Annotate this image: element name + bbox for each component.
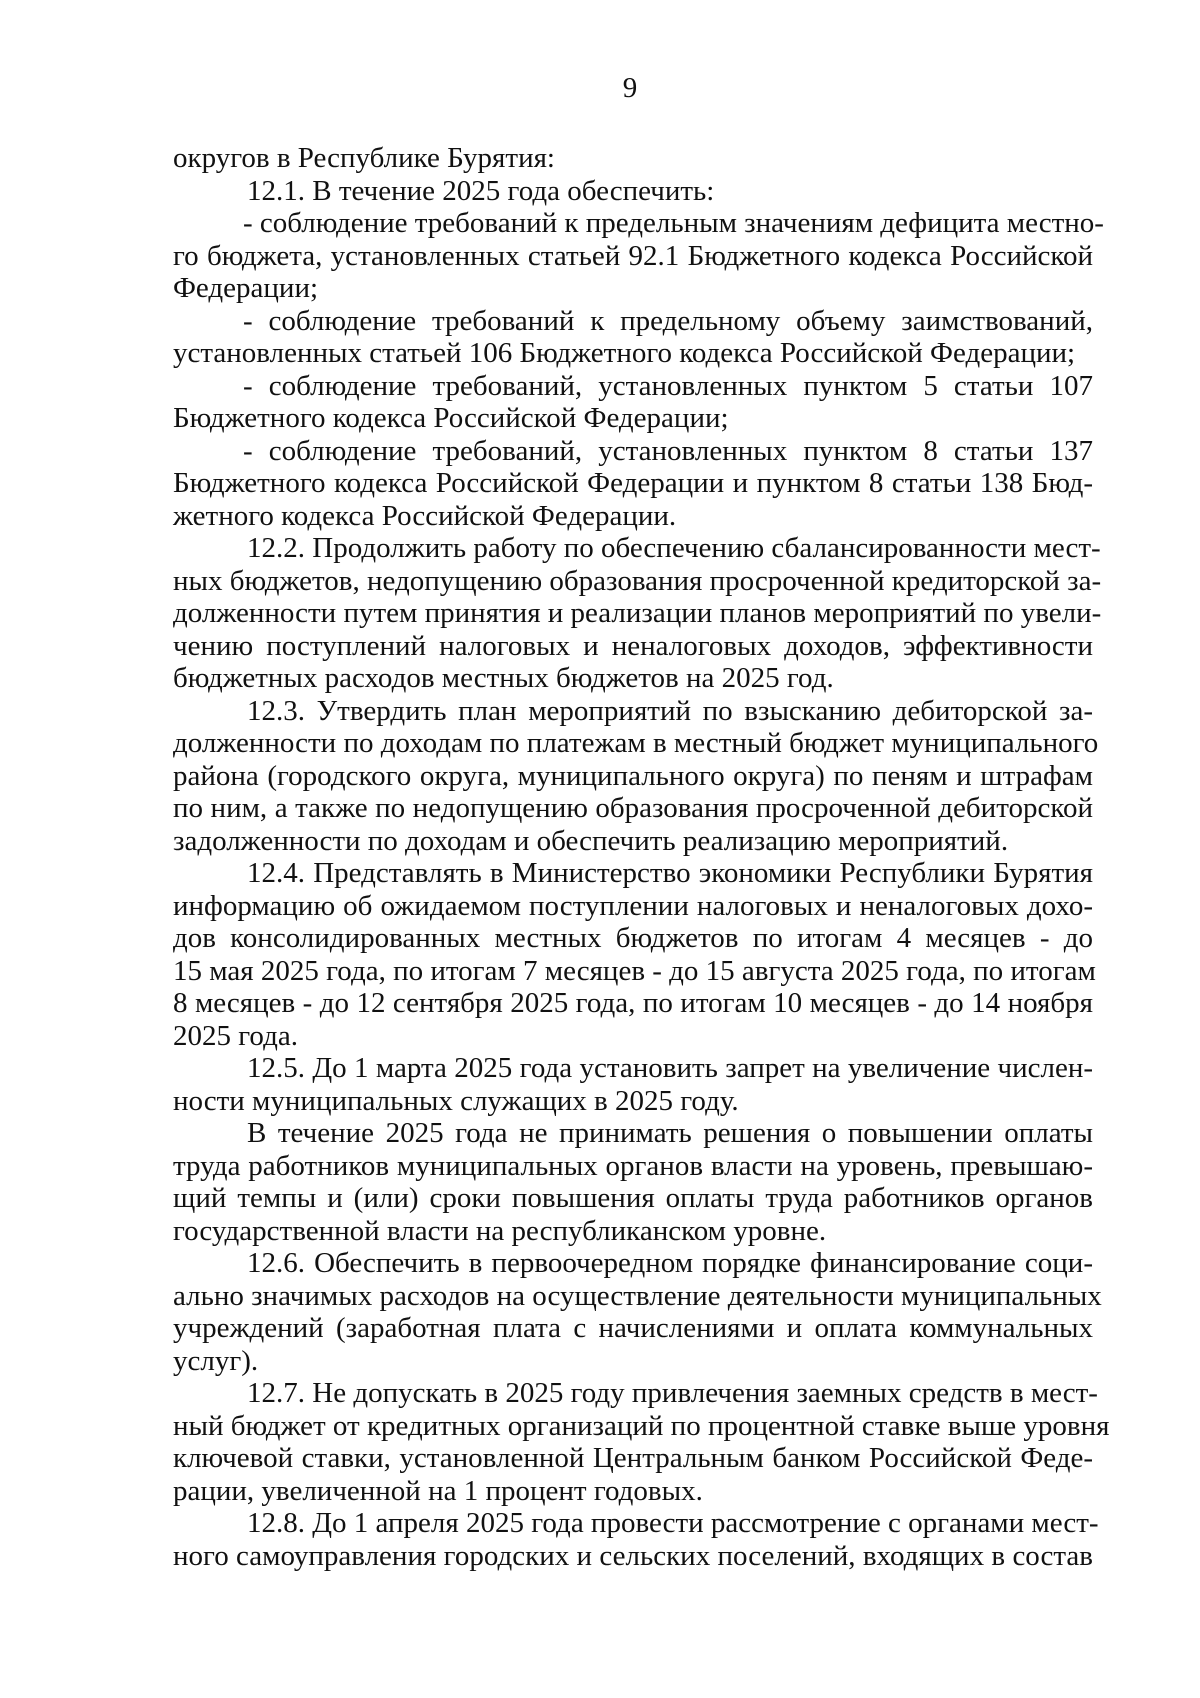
- text-line: по ним, а также по недопущению образования просроченной дебиторской: [173, 792, 1093, 824]
- text-line: В течение 2025 года не принимать решения о повышении оплаты: [247, 1117, 1093, 1149]
- text-line: Бюджетного кодекса Российской Федерации и пунктом 8 статьи 138 Бюд-: [173, 467, 1093, 499]
- text-line: 8 месяцев - до 12 сентября 2025 года, по итогам 10 месяцев - до 14 ноября: [173, 987, 1093, 1019]
- text-line: ный бюджет от кредитных организаций по процентной ставке выше уровня: [173, 1409, 1110, 1442]
- text-line: государственной власти на республиканском уровне.: [173, 1214, 827, 1247]
- text-line: щий темпы и (или) сроки повышения оплаты труда работников органов: [173, 1182, 1093, 1214]
- text-line: - соблюдение требований, установленных пунктом 8 статьи 137: [243, 434, 1093, 467]
- text-line: долженности по доходам по платежам в местный бюджет муниципального: [173, 727, 1099, 759]
- text-line: ключевой ставки, установленной Центральным банком Российской Феде-: [173, 1442, 1093, 1474]
- text-line: 12.6. Обеспечить в первоочередном порядке финансирование соци-: [247, 1247, 1093, 1279]
- text-line: Бюджетного кодекса Российской Федерации;: [173, 402, 729, 434]
- text-line: рации, увеличенной на 1 процент годовых.: [173, 1474, 703, 1507]
- text-line: - соблюдение требований к предельным значениям дефицита местно-: [243, 207, 1104, 239]
- text-line: 12.7. Не допускать в 2025 году привлечения заемных средств в мест-: [247, 1377, 1098, 1409]
- text-line: 12.4. Представлять в Министерство экономики Республики Бурятия: [247, 857, 1093, 889]
- text-line: дов консолидированных местных бюджетов по итогам 4 месяцев - до: [173, 922, 1093, 954]
- text-line: 15 мая 2025 года, по итогам 7 месяцев - до 15 августа 2025 года, по итогам: [173, 954, 1096, 987]
- page-number: 9: [622, 72, 638, 104]
- text-line: 12.3. Утвердить план мероприятий по взысканию дебиторской за-: [247, 694, 1093, 727]
- text-line: 12.1. В течение 2025 года обеспечить:: [247, 174, 715, 207]
- text-line: труда работников муниципальных органов власти на уровень, превышаю-: [173, 1149, 1093, 1182]
- text-line: учреждений (заработная плата с начислениями и оплата коммунальных: [173, 1312, 1093, 1344]
- text-line: - соблюдение требований к предельному объему заимствований,: [243, 304, 1093, 337]
- text-line: Федерации;: [173, 272, 319, 304]
- text-line: ности муниципальных служащих в 2025 году.: [173, 1084, 739, 1117]
- text-line: жетного кодекса Российской Федерации.: [173, 499, 677, 532]
- text-line: чению поступлений налоговых и неналоговых доходов, эффективности: [173, 629, 1093, 662]
- text-line: го бюджета, установленных статьей 92.1 Бюджетного кодекса Российской: [173, 239, 1093, 272]
- text-line: бюджетных расходов местных бюджетов на 2025 год.: [173, 662, 834, 694]
- text-line: задолженности по доходам и обеспечить реализацию мероприятий.: [173, 824, 1009, 857]
- text-line: долженности путем принятия и реализации планов мероприятий по увели-: [173, 597, 1102, 629]
- text-line: услуг).: [173, 1344, 259, 1377]
- text-line: района (городского округа, муниципального округа) по пеням и штрафам: [173, 759, 1093, 792]
- text-line: ного самоуправления городских и сельских поселений, входящих в состав: [173, 1539, 1093, 1572]
- document-body: [173, 142, 1110, 1572]
- text-line: округов в Республике Бурятия:: [173, 142, 555, 174]
- text-line: ных бюджетов, недопущению образования просроченной кредиторской за-: [173, 564, 1102, 597]
- text-line: установленных статьей 106 Бюджетного кодекса Российской Федерации;: [173, 337, 1076, 369]
- text-line: 2025 года.: [173, 1019, 298, 1052]
- text-line: 12.2. Продолжить работу по обеспечению сбалансированности мест-: [247, 532, 1101, 564]
- text-line: 12.5. До 1 марта 2025 года установить запрет на увеличение числен-: [247, 1052, 1093, 1084]
- text-line: 12.8. До 1 апреля 2025 года провести рассмотрение с органами мест-: [247, 1507, 1099, 1539]
- text-line: ально значимых расходов на осуществление деятельности муниципальных: [173, 1279, 1102, 1312]
- text-line: - соблюдение требований, установленных пунктом 5 статьи 107: [243, 369, 1093, 402]
- text-line: информацию об ожидаемом поступлении налоговых и неналоговых дохо-: [173, 889, 1093, 922]
